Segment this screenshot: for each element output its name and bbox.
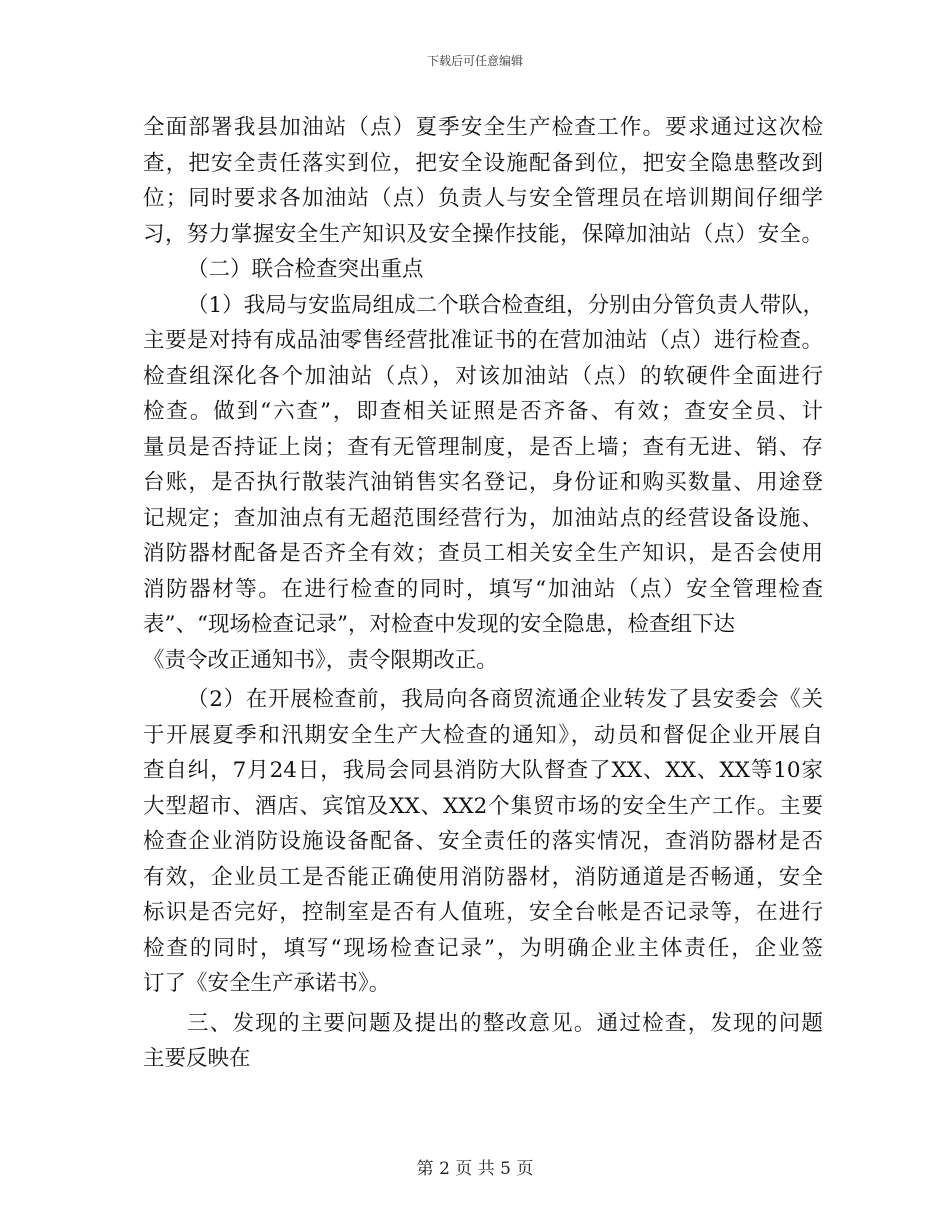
text-line: 查，把安全责任落实到位，把安全设施配备到位，把安全隐患整改到 (143, 150, 823, 176)
text-line: 检查企业消防设施设备配备、安全责任的落实情况，查消防器材是否 (143, 829, 823, 854)
text-line: 全面部署我县加油站（点）夏季安全生产检查工作。要求通过这次检 (143, 115, 823, 140)
paragraph-start-line: （1）我局与安监局组成二个联合检查组，分别由分管负责人带队， (187, 292, 825, 318)
document-body (143, 110, 823, 1077)
text-line: 习，努力掌握安全生产知识及安全操作技能，保障加油站（点）安全。 (143, 221, 823, 247)
text-line: 订了《安全生产承诺书》。 (143, 971, 391, 996)
section-heading: （二）联合检查突出重点 (187, 257, 424, 282)
text-line: 台账，是否执行散装汽油销售实名登记，身份证和购买数量、用途登 (143, 470, 823, 495)
text-line: 检查。做到“六查”，即查相关证照是否齐备、有效；查安全员、计 (143, 399, 823, 424)
text-line: 位；同时要求各加油站（点）负责人与安全管理员在培训期间仔细学 (143, 186, 823, 211)
text-line: 记规定；查加油点有无超范围经营行为，加油站点的经营设备设施、 (143, 505, 823, 531)
page-header: 下载后可任意编辑 (426, 54, 523, 68)
text-line: 检查组深化各个加油站（点），对该加油站（点）的软硬件全面进行 (143, 363, 823, 389)
page-number-footer: 第 2 页 共 5 页 (416, 1159, 534, 1179)
text-line: 大型超市、酒店、宾馆及XX、XX2个集贸市场的安全生产工作。主要 (143, 793, 823, 819)
paragraph-start-line: 三、发现的主要问题及提出的整改意见。通过检查，发现的问题 (187, 1010, 823, 1036)
text-line: 主要反映在 (143, 1046, 251, 1071)
text-line: 有效，企业员工是否能正确使用消防器材，消防通道是否畅通，安全 (143, 864, 823, 890)
text-line: 表”、“现场检查记录”，对检查中发现的安全隐患，检查组下达 (143, 612, 735, 637)
text-line: 查自纠，7月24日，我局会同县消防大队督查了XX、XX、XX等10家 (143, 758, 823, 783)
text-line: 消防器材等。在进行检查的同时，填写“加油站（点）安全管理检查 (143, 576, 823, 602)
text-line: 量员是否持证上岗；查有无管理制度，是否上墙；查有无进、销、存 (143, 434, 823, 460)
text-line: 标识是否完好，控制室是否有人值班，安全台帐是否记录等，在进行 (143, 900, 823, 925)
paragraph-start-line: （2）在开展检查前，我局向各商贸流通企业转发了县安委会《关 (187, 687, 823, 712)
text-line: 于开展夏季和汛期安全生产大检查的通知》，动员和督促企业开展自 (143, 722, 823, 748)
text-line: 主要是对持有成品油零售经营批准证书的在营加油站（点）进行检查。 (143, 328, 823, 353)
text-line: 消防器材配备是否齐全有效；查员工相关安全生产知识，是否会使用 (143, 541, 823, 566)
text-line: 《责令改正通知书》，责令限期改正。 (143, 647, 498, 673)
text-line: 检查的同时，填写“现场检查记录”，为明确企业主体责任，企业签 (143, 935, 823, 961)
